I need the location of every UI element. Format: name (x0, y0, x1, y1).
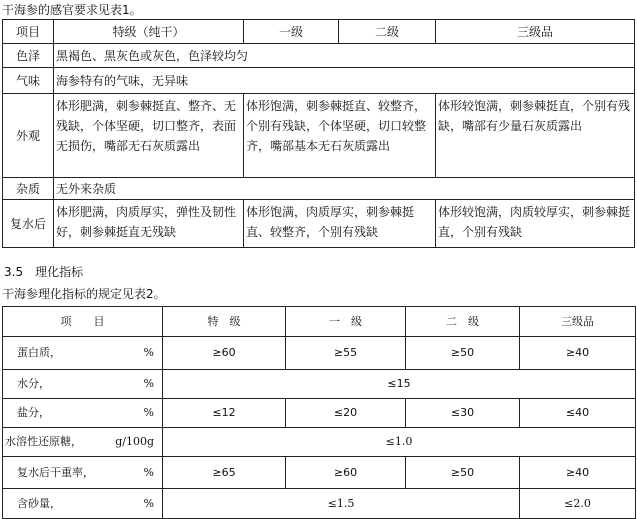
protein-unit: % (143, 346, 154, 359)
rehydrate-first: ≥60 (286, 457, 406, 489)
header-special: 特级（纯干） (54, 20, 244, 44)
protein-first: ≥55 (286, 337, 406, 370)
sugar-unit: g/100g (115, 435, 154, 448)
rehydrated-third: 体形较饱满，肉质较厚实，刺参棘挺直，个别有残缺 (436, 200, 635, 248)
table-row (3, 68, 635, 94)
salt-label (3, 399, 163, 428)
protein-label (3, 337, 163, 370)
table-header-row (3, 20, 635, 44)
sand-name: 含砂量， (17, 496, 61, 510)
value-smell: 海参特有的气味，无异味 (54, 68, 635, 94)
value-color: 黑褐色、黑灰色或灰色，色泽较均匀 (54, 44, 635, 68)
header-first: 一级 (244, 20, 339, 44)
header-second: 二级 (339, 20, 436, 44)
sugar-label (3, 428, 163, 457)
rehydrated-first-second: 体形饱满，肉质厚实，刺参棘挺直、较整齐，个别有残缺 (244, 200, 436, 248)
salt-third: ≤40 (520, 399, 636, 428)
look-third: 体形较饱满，刺参棘挺直，个别有残缺，嘴部有少量石灰质露出 (436, 94, 635, 178)
protein-third: ≥40 (520, 337, 636, 370)
value-impurity: 无外来杂质 (54, 178, 635, 200)
rehydrate-unit: % (143, 465, 154, 479)
rehydrate-name: 复水后干重率， (17, 465, 94, 479)
header-special: 特 级 (163, 307, 286, 337)
sand-unit: % (143, 496, 154, 510)
salt-special: ≤12 (163, 399, 286, 428)
header-item: 项 目 (3, 307, 163, 337)
header-third: 三级品 (520, 307, 636, 337)
water-label (3, 370, 163, 399)
table-row (3, 370, 636, 399)
table-row (3, 94, 635, 178)
water-name: 水分， (17, 377, 50, 390)
rehydrate-third: ≥40 (520, 457, 636, 489)
item-smell: 气味 (3, 68, 54, 94)
item-rehydrated: 复水后 (3, 200, 54, 248)
table-row (3, 457, 636, 489)
header-second: 二 级 (406, 307, 520, 337)
salt-unit: % (143, 406, 154, 419)
item-look: 外观 (3, 94, 54, 178)
protein-special: ≥60 (163, 337, 286, 370)
table-row (3, 489, 636, 519)
header-item: 项目 (3, 20, 54, 44)
header-first: 一 级 (286, 307, 406, 337)
table-row (3, 178, 635, 200)
salt-name: 盐分， (17, 406, 50, 419)
header-third: 三级品 (436, 20, 635, 44)
rehydrate-second: ≥50 (406, 457, 520, 489)
sugar-value: ≤1.0 (163, 428, 636, 457)
section-heading: 3.5 理化指标 (4, 265, 84, 279)
table-row (3, 428, 636, 457)
look-special: 体形肥满，刺参棘挺直、整齐、无残缺，个体坚硬，切口整齐，表面无损伤，嘴部无石灰质露出 (54, 94, 244, 178)
salt-second: ≤30 (406, 399, 520, 428)
water-unit: % (143, 377, 154, 390)
table-header-row (3, 307, 636, 337)
table-row (3, 44, 635, 68)
rehydrated-special: 体形肥满，肉质厚实，弹性及韧性好，刺参棘挺直无残缺 (54, 200, 244, 248)
sand-label (3, 489, 163, 519)
table-row (3, 399, 636, 428)
protein-name: 蛋白质， (17, 346, 61, 359)
sugar-name: 水溶性还原糖， (5, 435, 82, 448)
protein-second: ≥50 (406, 337, 520, 370)
table-row (3, 337, 636, 370)
item-impurity: 杂质 (3, 178, 54, 200)
rehydrate-special: ≥65 (163, 457, 286, 489)
physicochemical-table (2, 306, 636, 519)
table-row (3, 200, 635, 248)
look-first-second: 体形饱满，刺参棘挺直、较整齐，个别有残缺，个体坚硬，切口较整齐，嘴部基本无石灰质露出 (244, 94, 436, 178)
table2-intro: 干海参理化指标的规定见表2。 (2, 287, 166, 301)
table1-intro: 干海参的感官要求见表1。 (2, 3, 142, 17)
salt-first: ≤20 (286, 399, 406, 428)
sand-third: ≤2.0 (520, 489, 636, 519)
rehydrate-label (3, 457, 163, 489)
sensory-table (2, 19, 635, 248)
item-color: 色泽 (3, 44, 54, 68)
sand-special-to-second: ≤1.5 (163, 489, 520, 519)
water-value: ≤15 (163, 370, 636, 399)
